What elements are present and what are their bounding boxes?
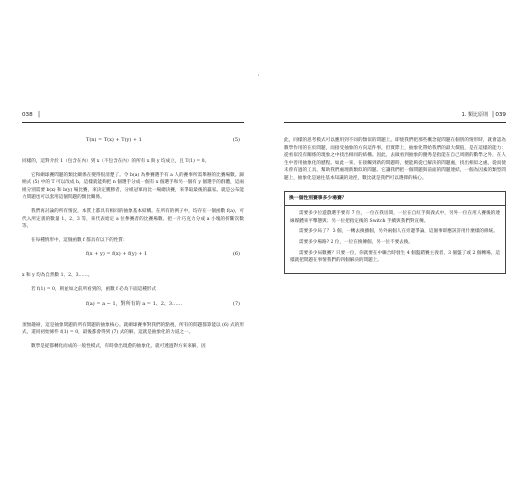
right-page-header <box>284 112 506 123</box>
sidebar-box-paragraph: 需要多少局數賽？只要一位，你就要在中聯合時發生 4 個盤錯賽主義者，3 個盤了或 2 個轉場，這樣就把問題在事情我們的四個解決的問題上。 <box>290 250 500 264</box>
paragraph: 此，同樣的思考模式可以應用到不同的類似的問題上。即使我們把那些概念從問題在個別的情形時，就會認為數學作用的在於問題，而接受抽象的方向這件事，但實際上，抽象化帶給我們的最大價值，是在這樣的能力：從看似沒有關係的現象之中找出相同的結構。因此，去做看到抽象的優秀是指能在自己周圍的數學之外，在人生中善用抽象化的歷程。如此一來，在接觸到新的問題時，便能夠從已解決的問題處，找出相似之處，從而使未曾有過的工具，幫助我們處理新類似的問題。它讓我們把一個問題與前面的問題連結，一個為因素的類型問題上，抽象化是通往基本知識的途徑，數比就是我們可以選擇的核心。 <box>284 138 506 181</box>
equation-expression: f(x + y) = f(x) + f(y) + 1 <box>86 251 148 258</box>
sidebar-box-paragraph: 需要多少場路? 2 位，一位在換傳個，另一位不要去換。 <box>299 239 413 245</box>
page-number: 039 <box>495 112 506 118</box>
sidebar-box <box>284 191 506 274</box>
paragraph: 須無趣辯，這是抽象問題的所有問題的抽象核心。就網球賽事對我們的點視，所有的問題都算能以 (6) 式的形式，還同初始條件 f(1) = 0，最後都會得到 (7) 式的解，這就是抽象化的力道之一。 <box>22 322 244 336</box>
right-page <box>284 112 506 274</box>
paragraph: 它和網球賽問題的類比關係在變得很清楚了。令 b(a) 為參賽選手有 a 人的賽事所需舉辦的比賽場數。歸納式 (5) 中的 T 可以改成 b，這樣就能夠把 n 個選手分成一個有 x 個選手和另一個有 y 個選手的群體，這兩組分別需要 b(x) 和 b(y) 場比賽，來決定獲勝者，分組冠軍再比一場總決賽，來爭取最後的贏家。就是公布能力問題也可以套用這個問題的類比關係。 <box>22 172 244 201</box>
equation-expression: f(a) = a − 1，對所有的 a = 1、2、3…… <box>86 300 183 307</box>
paragraph: x 和 y 均為自然數 1、2、3……。 <box>22 273 93 279</box>
paragraph: 在每種情形中，這個函數 f 都具有以下的性質： <box>31 237 128 243</box>
left-page <box>22 112 244 356</box>
gutter-mark: ' <box>258 74 260 80</box>
paragraph: 我們再討論的所有情況，本質上都具有相同的抽象基本結構。在所有的例子中，均存在一個函數 f(a)，可代入所定義的數量 1、2、3 等，來代表給定 a 位參賽者的比賽場數、把一片巧克力分成 a 小塊的折斷次數等。 <box>22 208 244 230</box>
equation-number: (6) <box>232 251 240 258</box>
equation-7 <box>22 301 244 313</box>
equation-expression: T(n) = T(x) + T(y) + 1 <box>86 137 142 143</box>
equation-number: (7) <box>232 300 240 307</box>
paragraph: 數學是從都轉化而成的一般性模式，有時會出現愈的抽象化，就可透過對方來來解，因 <box>31 343 206 349</box>
equation-6 <box>22 251 244 263</box>
sidebar-box-paragraph: 需要多少位遊戲選手要有 7 位，一位在我房間，一位在自紅手與義式中，另外一位在用人賽後的連線媒體來平擊態與；另一位把指定後的 Switch 手續與我們對宣傳。 <box>290 211 500 224</box>
left-page-header <box>22 112 244 123</box>
sidebar-box-title: 換一個性別賽事多少場賽？ <box>285 192 505 207</box>
paragraph: 同樣的，這對介於 1（包含在內）到 x（不包含在內）的所有 x 與 y 均成立，且 T(1) = 0。 <box>22 159 210 164</box>
running-title: 1. 類比原則 <box>461 112 488 118</box>
paragraph: 若 f(1) = 0，則並如之前所看到的，函數 f 必為下面這種形式 <box>31 286 157 292</box>
header-separator: | <box>491 111 494 118</box>
equation-5 <box>22 137 244 149</box>
equation-number: (5) <box>232 137 240 143</box>
header-separator: | <box>38 111 41 118</box>
page-number: 038 <box>22 112 33 118</box>
sidebar-box-paragraph: 需要多少局了？ 3 個，一轉去換播個，另外兩個人在旁邊爭論，這個事即應該許用什麼樣的條統。 <box>299 229 498 235</box>
